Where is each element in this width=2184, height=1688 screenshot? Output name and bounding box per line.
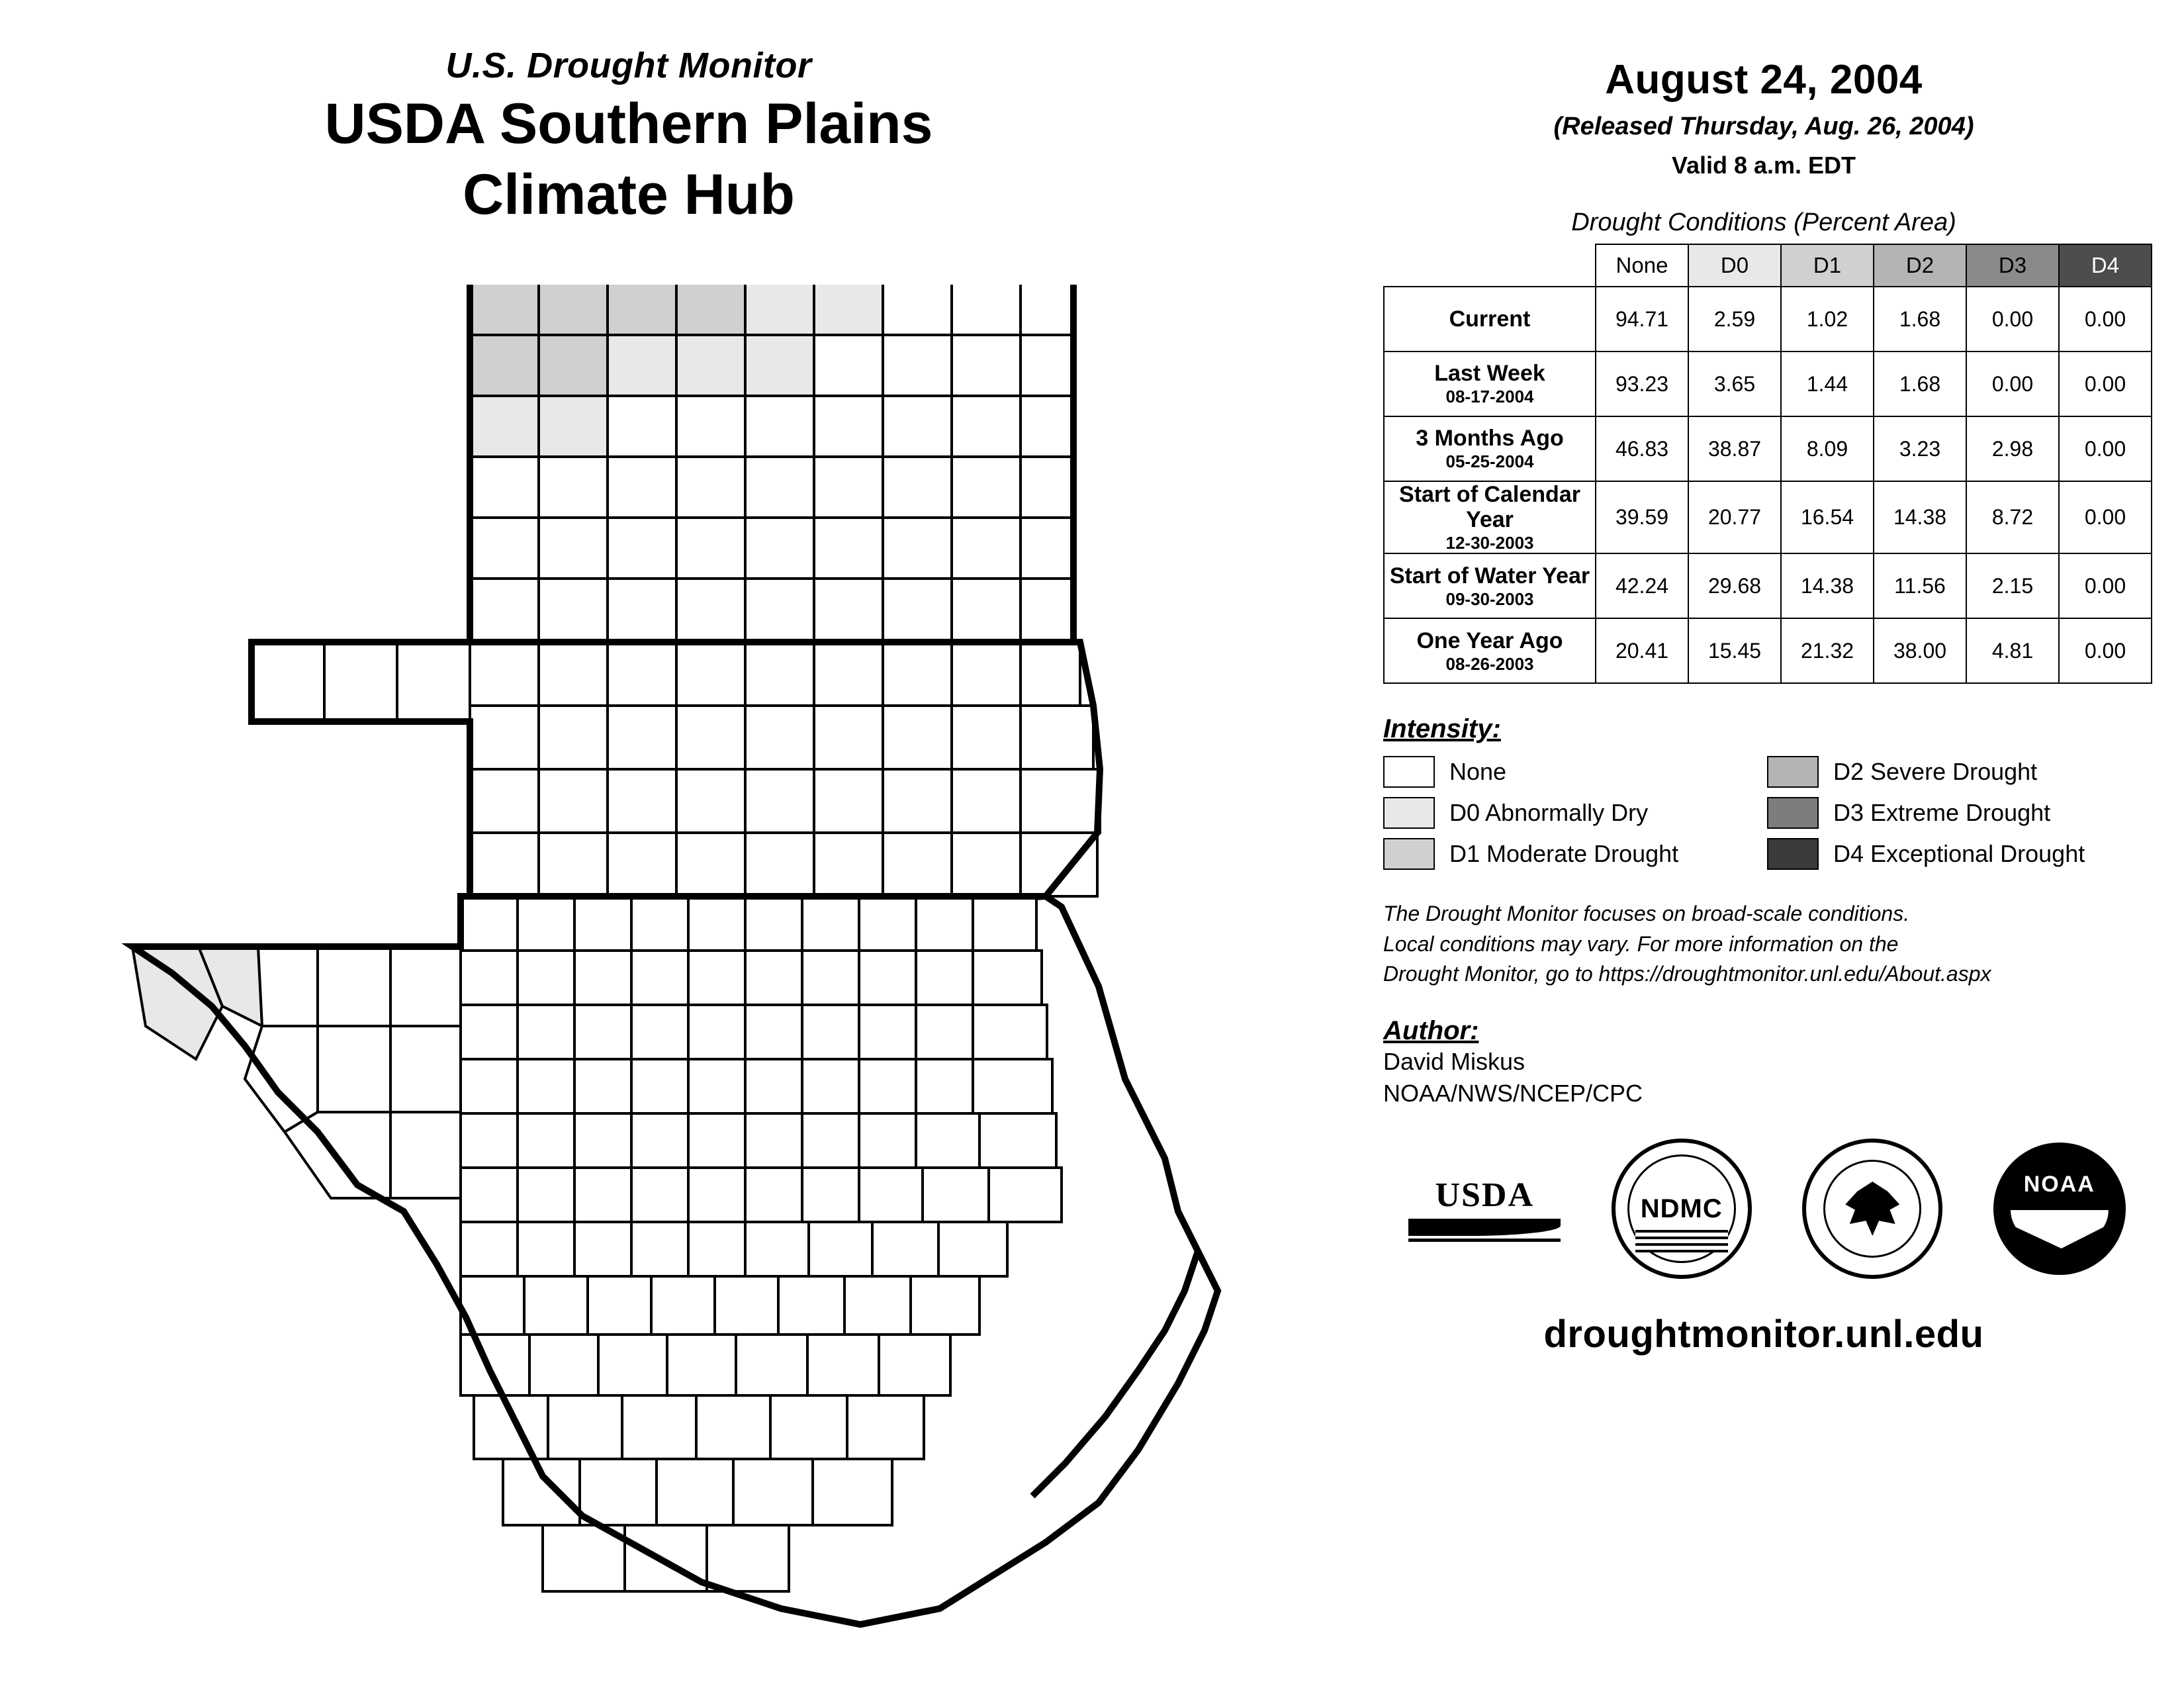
cell-current-d4: 0.00 [2059, 287, 2152, 352]
legend-item-d0 [1383, 797, 1767, 829]
cell-current-d2: 1.68 [1874, 287, 1966, 352]
cell-oneyear-d3: 4.81 [1966, 618, 2059, 683]
map-date: August 24, 2004 [1605, 57, 1923, 103]
legend-item-d2 [1767, 756, 2151, 788]
row-label-start-calendar-year [1384, 481, 1596, 553]
column-header-d2: D2 [1874, 244, 1966, 287]
row-label-sub: 05-25-2004 [1445, 451, 1534, 472]
cell-current-none: 94.71 [1596, 287, 1688, 352]
cell-lastweek-d4: 0.00 [2059, 352, 2152, 416]
cell-calyear-none: 39.59 [1596, 481, 1688, 553]
southern-plains-map[interactable] [119, 285, 1257, 1635]
legend-label-d4: D4 Exceptional Drought [1833, 840, 2085, 868]
legend-label-d3: D3 Extreme Drought [1833, 799, 2051, 827]
drought-conditions-table [1383, 244, 2152, 684]
row-label-sub: 12-30-2003 [1445, 533, 1534, 553]
ndmc-logo-wave [1635, 1230, 1728, 1252]
cell-oneyear-d1: 21.32 [1781, 618, 1874, 683]
row-label-sub: 08-26-2003 [1445, 653, 1534, 674]
row-label-one-year-ago [1384, 618, 1596, 683]
cell-current-d1: 1.02 [1781, 287, 1874, 352]
cell-calyear-d1: 16.54 [1781, 481, 1874, 553]
usda-logo-text: USDA [1435, 1176, 1535, 1215]
legend-item-none [1383, 756, 1767, 788]
page-title-line2: Climate Hub [463, 162, 795, 226]
cell-wateryear-none: 42.24 [1596, 553, 1688, 618]
noaa-logo-icon [1993, 1143, 2126, 1275]
column-header-d1: D1 [1781, 244, 1874, 287]
noaa-logo-bird [2011, 1210, 2109, 1248]
usda-logo-icon [1408, 1176, 1561, 1242]
column-header-d4: D4 [2059, 244, 2152, 287]
usda-logo-rule [1408, 1239, 1561, 1242]
legend-item-d4 [1767, 838, 2151, 870]
disclaimer-text [1383, 899, 2164, 989]
intensity-legend [1383, 756, 2151, 870]
legend-label-d1: D1 Moderate Drought [1449, 840, 1679, 868]
program-title: U.S. Drought Monitor [445, 46, 812, 85]
cell-3months-none: 46.83 [1596, 416, 1688, 481]
usda-logo-swoosh [1408, 1219, 1561, 1236]
logo-row [1383, 1139, 2151, 1279]
legend-item-d1 [1383, 838, 1767, 870]
column-header-d0: D0 [1688, 244, 1781, 287]
table-header-row [1384, 244, 2152, 287]
cell-oneyear-d2: 38.00 [1874, 618, 1966, 683]
cell-calyear-d2: 14.38 [1874, 481, 1966, 553]
author-name: David Miskus [1383, 1047, 1525, 1075]
row-label-last-week [1384, 352, 1596, 416]
row-label-main: Last Week [1434, 361, 1545, 387]
cell-calyear-d3: 8.72 [1966, 481, 2059, 553]
disclaimer-line-1: The Drought Monitor focuses on broad-scale conditions. [1383, 902, 1910, 926]
row-label-main: 3 Months Ago [1416, 426, 1564, 451]
row-label-3-months-ago [1384, 416, 1596, 481]
release-date: (Released Thursday, Aug. 26, 2004) [1553, 113, 1974, 140]
state-kansas [470, 285, 1073, 642]
table-caption: Drought Conditions (Percent Area) [1571, 209, 1956, 236]
cell-current-d3: 0.00 [1966, 287, 2059, 352]
intensity-heading: Intensity: [1383, 714, 1501, 744]
cell-calyear-d4: 0.00 [2059, 481, 2152, 553]
disclaimer-line-2: Local conditions may vary. For more information on the [1383, 931, 1899, 956]
cell-lastweek-d2: 1.68 [1874, 352, 1966, 416]
cell-wateryear-d4: 0.00 [2059, 553, 2152, 618]
legend-label-d2: D2 Severe Drought [1833, 758, 2038, 786]
cell-wateryear-d2: 11.56 [1874, 553, 1966, 618]
cell-3months-d4: 0.00 [2059, 416, 2152, 481]
legend-swatch-d4-icon [1767, 838, 1819, 870]
table-row [1384, 287, 2152, 352]
table-row [1384, 481, 2152, 553]
cell-lastweek-d0: 3.65 [1688, 352, 1781, 416]
cell-3months-d0: 38.87 [1688, 416, 1781, 481]
table-row [1384, 416, 2152, 481]
row-label-sub: 08-17-2004 [1445, 387, 1534, 407]
cell-oneyear-d0: 15.45 [1688, 618, 1781, 683]
legend-swatch-d2-icon [1767, 756, 1819, 788]
ndmc-logo-text: NDMC [1640, 1194, 1723, 1224]
department-of-commerce-logo-icon [1802, 1139, 1942, 1279]
row-label-current [1384, 287, 1596, 352]
author-heading: Author: [1383, 1015, 1479, 1045]
table-row [1384, 553, 2152, 618]
legend-swatch-d3-icon [1767, 797, 1819, 829]
table-row [1384, 352, 2152, 416]
row-label-main: Start of Calendar Year [1399, 482, 1580, 533]
ndmc-logo-icon [1612, 1139, 1752, 1279]
state-texas [132, 896, 1218, 1624]
disclaimer-line-3[interactable]: Drought Monitor, go to https://droughtmonitor.unl.edu/About.aspx [1383, 962, 1991, 986]
cell-lastweek-none: 93.23 [1596, 352, 1688, 416]
cell-3months-d3: 2.98 [1966, 416, 2059, 481]
row-label-main: Current [1449, 306, 1531, 332]
website-url[interactable]: droughtmonitor.unl.edu [1543, 1313, 1984, 1356]
page-title-line1: USDA Southern Plains [324, 92, 933, 156]
cell-3months-d1: 8.09 [1781, 416, 1874, 481]
cell-lastweek-d3: 0.00 [1966, 352, 2059, 416]
legend-swatch-d0-icon [1383, 797, 1435, 829]
state-oklahoma [251, 642, 1100, 907]
cell-lastweek-d1: 1.44 [1781, 352, 1874, 416]
cell-calyear-d0: 20.77 [1688, 481, 1781, 553]
row-label-start-water-year [1384, 553, 1596, 618]
legend-item-d3 [1767, 797, 2151, 829]
cell-wateryear-d0: 29.68 [1688, 553, 1781, 618]
cell-oneyear-none: 20.41 [1596, 618, 1688, 683]
column-header-d3: D3 [1966, 244, 2059, 287]
cell-3months-d2: 3.23 [1874, 416, 1966, 481]
legend-label-d0: D0 Abnormally Dry [1449, 799, 1649, 827]
author-affiliation: NOAA/NWS/NCEP/CPC [1383, 1079, 1643, 1107]
cell-wateryear-d1: 14.38 [1781, 553, 1874, 618]
noaa-logo-text: NOAA [2023, 1172, 2095, 1197]
valid-time: Valid 8 a.m. EDT [1671, 152, 1856, 179]
cell-current-d0: 2.59 [1688, 287, 1781, 352]
table-row [1384, 618, 2152, 683]
table-corner-cell [1384, 244, 1596, 287]
cell-wateryear-d3: 2.15 [1966, 553, 2059, 618]
legend-swatch-none-icon [1383, 756, 1435, 788]
title-block [132, 46, 1125, 226]
column-header-none: None [1596, 244, 1688, 287]
row-label-main: Start of Water Year [1389, 563, 1590, 588]
info-panel [1343, 0, 2184, 1688]
row-label-sub: 09-30-2003 [1445, 588, 1534, 609]
cell-oneyear-d4: 0.00 [2059, 618, 2152, 683]
date-block [1343, 0, 2184, 179]
legend-swatch-d1-icon [1383, 838, 1435, 870]
legend-label-none: None [1449, 758, 1507, 786]
row-label-main: One Year Ago [1416, 628, 1563, 653]
